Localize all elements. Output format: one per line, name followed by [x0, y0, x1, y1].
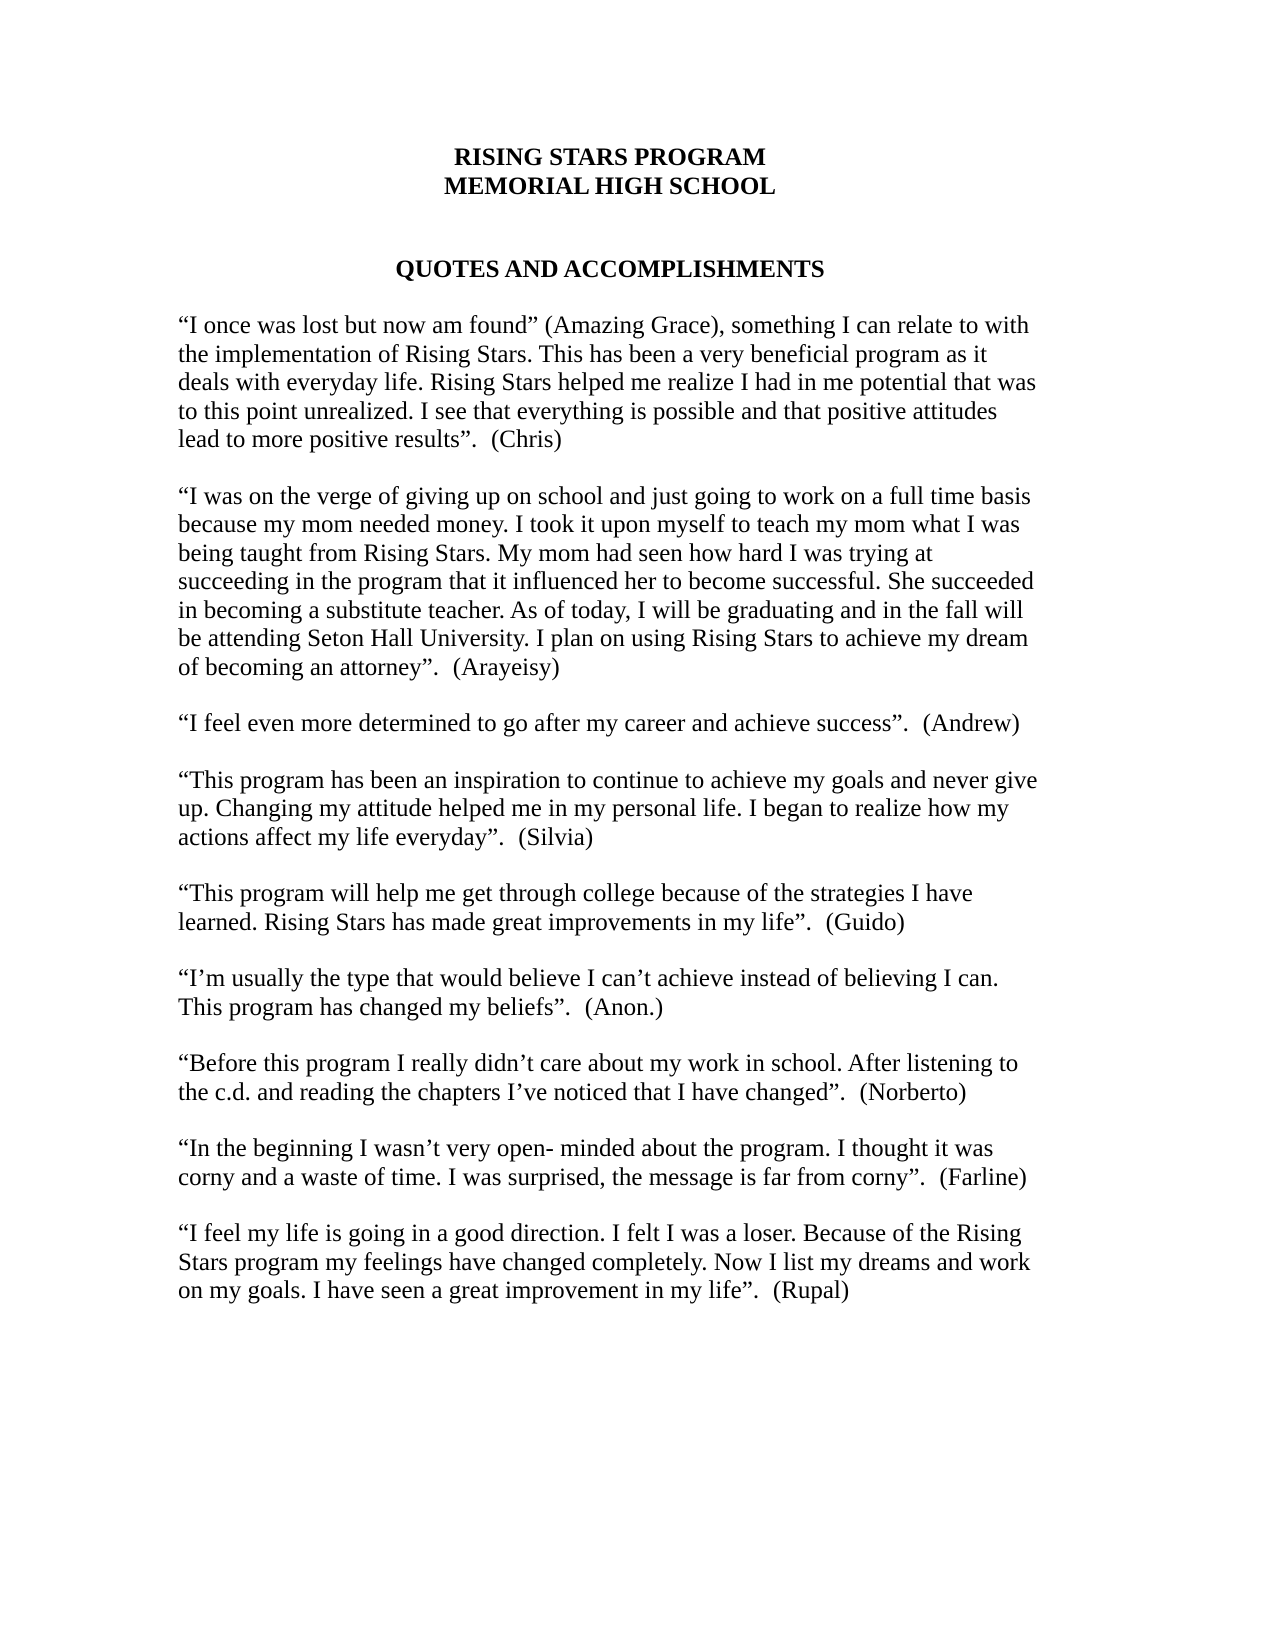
- quote-author: (Anon.): [584, 993, 664, 1021]
- school-title: MEMORIAL HIGH SCHOOL: [444, 173, 776, 200]
- quote-text: “I’m usually the type that would believe I can’t achieve instead of believing I can. This program has changed my beliefs”.: [178, 965, 999, 1021]
- quote-text: “Before this program I really didn’t care about my work in school. After listening to the c.d. and reading the chapters I’ve noticed that I have changed”.: [178, 1050, 1019, 1106]
- document-header: [178, 143, 1042, 201]
- quote-author: (Farline): [939, 1163, 1027, 1191]
- quotes-list: [178, 312, 1042, 1306]
- quote-text: “I was on the verge of giving up on school and just going to work on a full time basis because my mom needed money. I took it upon myself to teach my mom what I was being taught from Rising Stars. My mom had seen how hard I was trying at succeeding in the program that it influenced her to become successful. She succeeded in becoming a substitute teacher. As of today, I will be graduating and in the fall will be attending Seton Hall University. I plan on using Rising Stars to achieve my dream of becoming an attorney”.: [178, 482, 1034, 681]
- quote-author: (Guido): [825, 908, 905, 936]
- quote-paragraph: [178, 1050, 1042, 1107]
- quote-author: (Arayeisy): [452, 653, 560, 681]
- quote-paragraph: [178, 965, 1042, 1022]
- quote-author: (Silvia): [518, 823, 594, 851]
- quote-text: “This program has been an inspiration to continue to achieve my goals and never give up. Changing my attitude helped me in my personal life. I began to realize how my actions affect my life everyday”.: [178, 766, 1038, 851]
- quote-text: “I feel even more determined to go after my career and achieve success”.: [178, 710, 909, 737]
- quote-paragraph: [178, 767, 1042, 853]
- quote-paragraph: [178, 1220, 1042, 1306]
- quote-author: (Andrew): [922, 710, 1020, 737]
- quote-text: “I feel my life is going in a good direction. I felt I was a loser. Because of the Rising Stars program my feelings have changed completely. Now I list my dreams and work on my goals. I have seen a great improvement in my life”.: [178, 1220, 1031, 1304]
- quote-paragraph: [178, 710, 1042, 739]
- quote-paragraph: [178, 312, 1042, 455]
- quote-text: “This program will help me get through college because of the strategies I have learned. Rising Stars has made great improvements in my life”.: [178, 880, 973, 936]
- quote-paragraph: [178, 483, 1042, 683]
- section-heading: QUOTES AND ACCOMPLISHMENTS: [395, 256, 825, 283]
- quote-author: (Rupal): [772, 1277, 850, 1304]
- quote-paragraph: [178, 1135, 1042, 1192]
- program-title: RISING STARS PROGRAM: [453, 144, 767, 171]
- quote-author: (Chris): [490, 426, 562, 453]
- quote-paragraph: [178, 880, 1042, 937]
- quote-text: “I once was lost but now am found” (Amazing Grace), something I can relate to with the implementation of Rising Stars. This has been a very beneficial program as it deals with everyday life. Rising Stars helped me realize I had in me potential that was to this point unrealized. I see that everything is possible and that positive attitudes lead to more positive results”.: [178, 312, 1037, 453]
- quote-author: (Norberto): [859, 1078, 967, 1106]
- quote-text: “In the beginning I wasn’t very open- minded about the program. I thought it was corny and a waste of time. I was surprised, the message is far from corny”.: [178, 1135, 994, 1191]
